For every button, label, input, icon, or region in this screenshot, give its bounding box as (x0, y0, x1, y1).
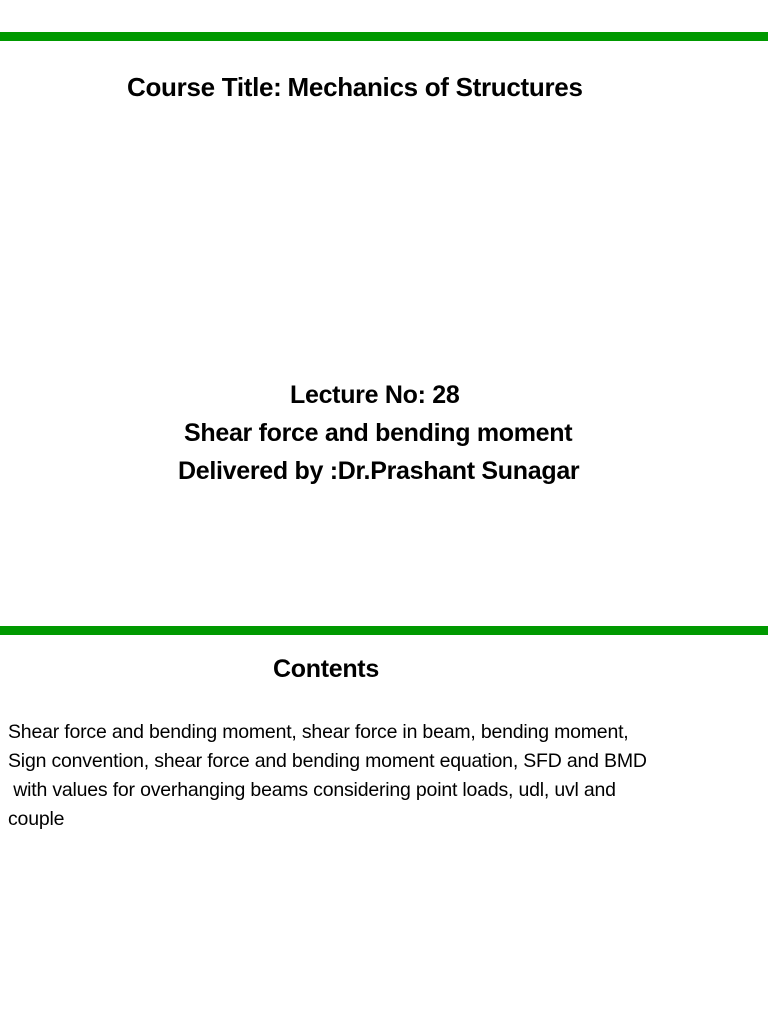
contents-line: Sign convention, shear force and bending moment equation, SFD and BMD (8, 750, 647, 772)
lecture-number: Lecture No: 28 (290, 381, 460, 409)
contents-body (8, 718, 647, 834)
middle-divider-bar (0, 626, 768, 635)
contents-line: Shear force and bending moment, shear force in beam, bending moment, (8, 721, 629, 743)
lecture-presenter: Delivered by :Dr.Prashant Sunagar (178, 457, 580, 485)
course-title (127, 72, 583, 103)
lecture-info (178, 376, 579, 490)
course-title-label: Course Title: (127, 72, 282, 102)
lecture-topic: Shear force and bending moment (184, 419, 573, 447)
contents-heading: Contents (273, 655, 379, 683)
contents-line: couple (8, 808, 65, 830)
course-title-name: Mechanics of Structures (287, 72, 583, 102)
top-divider-bar (0, 32, 768, 41)
contents-line: with values for overhanging beams considering point loads, udl, uvl and (8, 779, 616, 801)
